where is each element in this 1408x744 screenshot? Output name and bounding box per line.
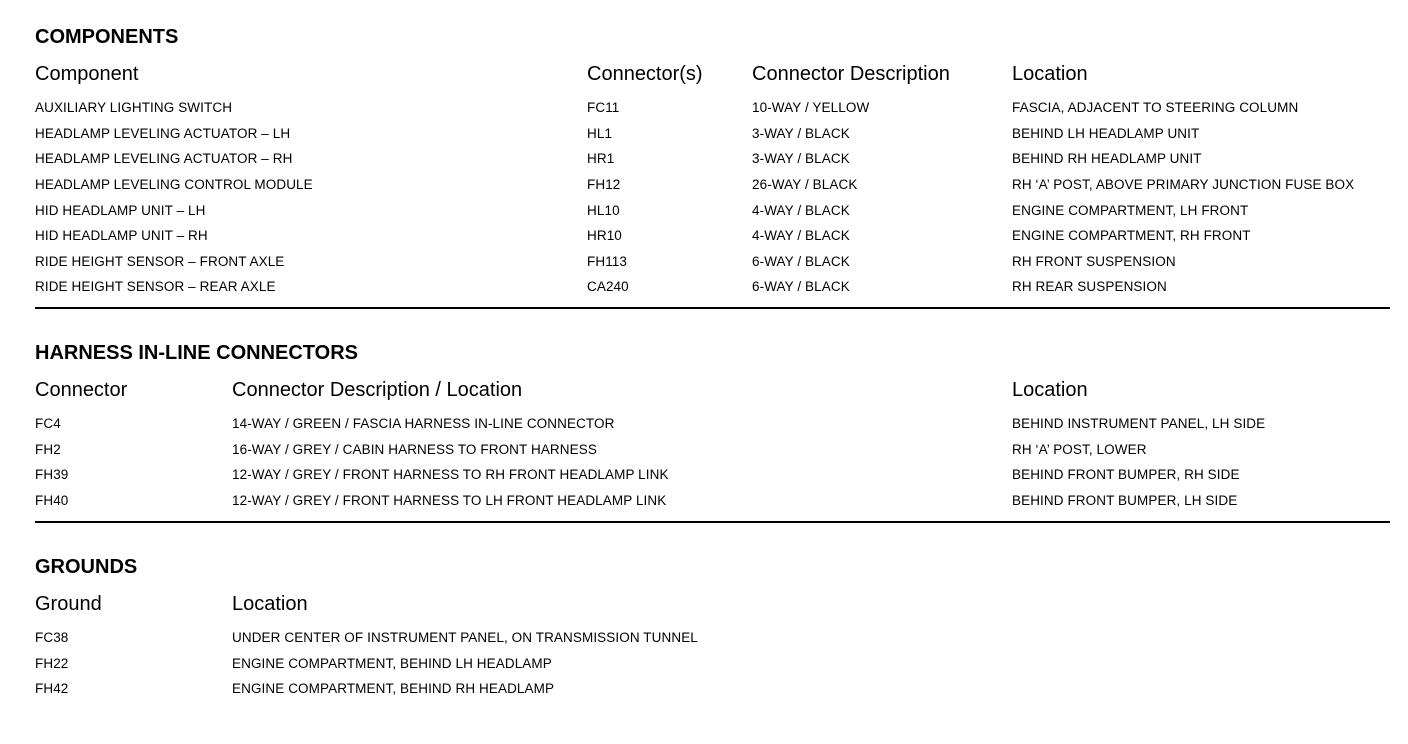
location: RH REAR SUSPENSION: [1012, 279, 1167, 294]
connector-description: 12-WAY / GREY / FRONT HARNESS TO RH FRONT HEADLAMP LINK: [232, 467, 669, 482]
connector-id: HR10: [587, 228, 622, 243]
connector-id: FC4: [35, 416, 61, 431]
location: RH ‘A’ POST, LOWER: [1012, 441, 1147, 457]
connector-description: 10-WAY / YELLOW: [752, 100, 870, 115]
column-header-location: Location: [232, 593, 308, 615]
component-name: HEADLAMP LEVELING ACTUATOR – LH: [35, 125, 291, 141]
connector-description: 12-WAY / GREY / FRONT HARNESS TO LH FRONT HEADLAMP LINK: [232, 493, 667, 508]
location: BEHIND FRONT BUMPER, LH SIDE: [1012, 493, 1238, 508]
connector-description: 14-WAY / GREEN / FASCIA HARNESS IN-LINE CONNECTOR: [232, 416, 615, 431]
connector-description: 16-WAY / GREY / CABIN HARNESS TO FRONT HARNESS: [232, 441, 597, 457]
column-header-ground: Ground: [35, 593, 102, 615]
component-name: HID HEADLAMP UNIT – RH: [35, 228, 208, 243]
section-divider: [35, 521, 1390, 523]
connector-id: HL10: [587, 202, 620, 218]
components-section: [0, 0, 1408, 310]
location: UNDER CENTER OF INSTRUMENT PANEL, ON TRANSMISSION TUNNEL: [232, 630, 698, 645]
location: RH FRONT SUSPENSION: [1012, 253, 1176, 269]
column-header-connector: Connector: [35, 379, 128, 401]
location: BEHIND LH HEADLAMP UNIT: [1012, 125, 1200, 141]
component-name: HEADLAMP LEVELING ACTUATOR – RH: [35, 151, 293, 166]
connector-id: CA240: [587, 279, 629, 294]
location: ENGINE COMPARTMENT, BEHIND RH HEADLAMP: [232, 681, 555, 696]
location: FASCIA, ADJACENT TO STEERING COLUMN: [1012, 100, 1299, 115]
harness-section: [0, 310, 1408, 522]
ground-id: FH22: [35, 655, 69, 671]
component-name: HEADLAMP LEVELING CONTROL MODULE: [35, 177, 313, 192]
connector-description: 3-WAY / BLACK: [752, 151, 850, 166]
section-title: GROUNDS: [35, 556, 138, 578]
section-title: HARNESS IN-LINE CONNECTORS: [35, 342, 358, 364]
connector-id: FH40: [35, 493, 69, 508]
connector-id: FH39: [35, 467, 69, 482]
section-title: COMPONENTS: [35, 26, 179, 48]
location: ENGINE COMPARTMENT, BEHIND LH HEADLAMP: [232, 655, 552, 671]
connector-id: HR1: [587, 151, 615, 166]
connector-description: 4-WAY / BLACK: [752, 202, 850, 218]
location: BEHIND FRONT BUMPER, RH SIDE: [1012, 467, 1240, 482]
location: BEHIND RH HEADLAMP UNIT: [1012, 151, 1202, 166]
location: ENGINE COMPARTMENT, LH FRONT: [1012, 202, 1249, 218]
component-name: AUXILIARY LIGHTING SWITCH: [35, 100, 233, 115]
grounds-section: [0, 524, 1408, 724]
connector-id: FH12: [587, 177, 621, 192]
column-header-connectors: Connector(s): [587, 63, 703, 85]
connector-description: 3-WAY / BLACK: [752, 125, 850, 141]
connector-description: 6-WAY / BLACK: [752, 253, 850, 269]
connector-description: 6-WAY / BLACK: [752, 279, 850, 294]
location: ENGINE COMPARTMENT, RH FRONT: [1012, 228, 1251, 243]
column-header-description: Connector Description / Location: [232, 379, 523, 401]
ground-id: FH42: [35, 681, 69, 696]
location: RH ‘A’ POST, ABOVE PRIMARY JUNCTION FUSE BOX: [1012, 177, 1355, 192]
connector-id: FH113: [587, 253, 628, 269]
location: BEHIND INSTRUMENT PANEL, LH SIDE: [1012, 416, 1266, 431]
connector-id: HL1: [587, 125, 613, 141]
section-divider: [35, 307, 1390, 309]
column-header-location: Location: [1012, 63, 1088, 85]
ground-id: FC38: [35, 630, 69, 645]
column-header-location: Location: [1012, 379, 1088, 401]
component-name: HID HEADLAMP UNIT – LH: [35, 202, 206, 218]
connector-description: 26-WAY / BLACK: [752, 177, 858, 192]
column-header-component: Component: [35, 63, 139, 85]
component-name: RIDE HEIGHT SENSOR – FRONT AXLE: [35, 253, 285, 269]
column-header-description: Connector Description: [752, 63, 950, 85]
connector-id: FC11: [587, 100, 620, 115]
connector-id: FH2: [35, 441, 61, 457]
connector-description: 4-WAY / BLACK: [752, 228, 850, 243]
component-name: RIDE HEIGHT SENSOR – REAR AXLE: [35, 279, 276, 294]
